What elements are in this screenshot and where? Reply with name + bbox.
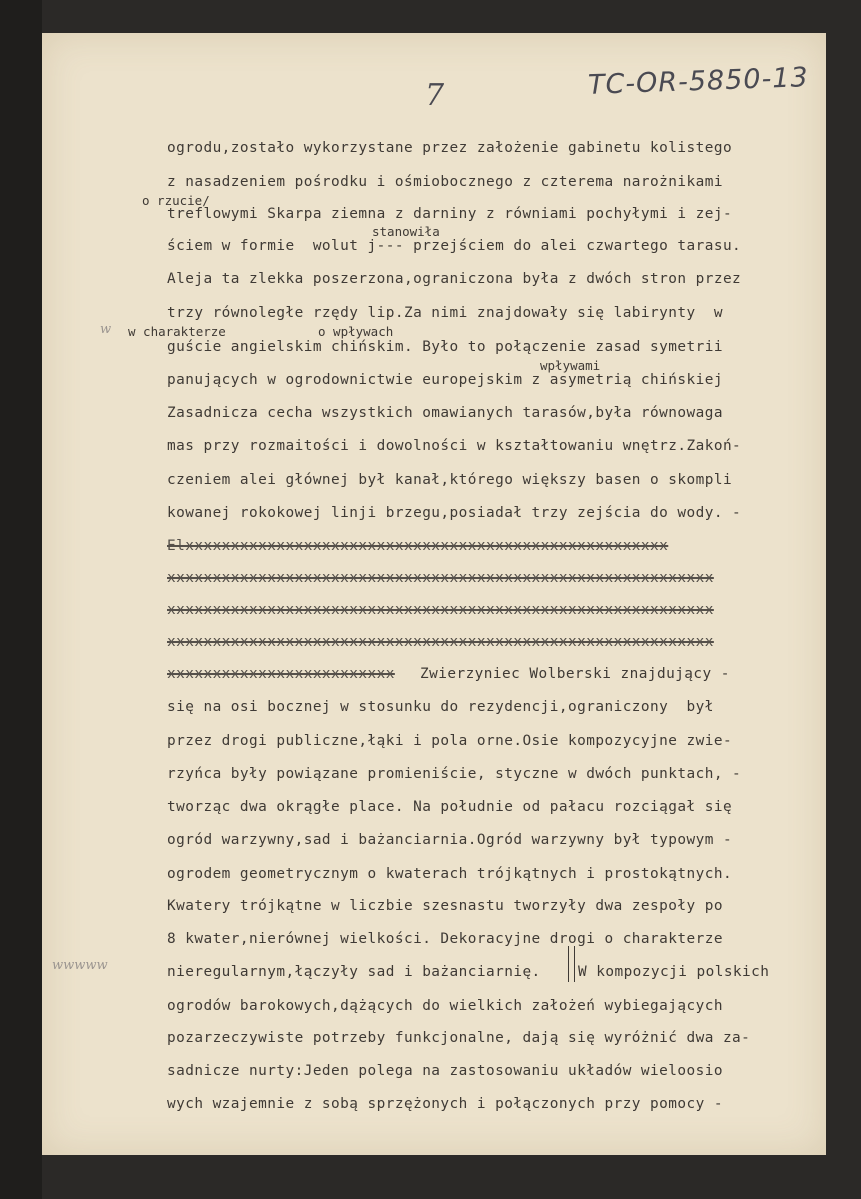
text-line: mas przy rozmaitości i dowolności w kształtowaniu wnętrz.Zakoń- [167,438,742,454]
text-line: przez drogi publiczne,łąki i pola orne.Osie kompozycyjne zwie- [167,733,733,749]
text-line: treflowymi Skarpa ziemna z darniny z równiami pochyłymi i zej- [167,206,733,222]
handwritten-page-number: 7 [425,78,445,113]
interlinear-insert: o wpływach [318,324,394,339]
text-line: guście angielskim chińskim. Było to połączenie zasad symetrii [167,339,723,355]
struck-line: xxxxxxxxxxxxxxxxxxxxxxxxxxxxxxxxxxxxxxxxxxxxxxxxxxxxxxxxxxxx [167,634,714,650]
scanner-edge [0,0,42,1199]
margin-note: wwwww [52,958,108,973]
margin-note: w [100,322,112,337]
text-line: ogrodu,zostało wykorzystane przez założenie gabinetu kolistego [167,140,733,156]
section-mark [568,946,575,982]
text-line: ogrodem geometrycznym o kwaterach trójkątnych i prostokątnych. [167,866,733,882]
text-line: kowanej rokokowej linji brzegu,posiadał trzy zejścia do wody. - [167,505,742,521]
struck-line: Elxxxxxxxxxxxxxxxxxxxxxxxxxxxxxxxxxxxxxxxxxxxxxxxxxxxxx [167,538,669,554]
text-line: wych wzajemnie z sobą sprzężonych i połączonych przy pomocy - [167,1096,723,1112]
text-line: panujących w ogrodownictwie europejskim z asymetrią chińskiej [167,372,723,388]
text-line: Zwierzyniec Wolberski znajdujący - [420,666,730,682]
text-line: ściem w formie wolut j--- przejściem do alei czwartego tarasu. [167,238,742,254]
text-line: sadnicze nurty:Jeden polega na zastosowaniu układów wieloosio [167,1063,723,1079]
text-line: W kompozycji polskich [578,964,770,980]
handwritten-archive-code: TC-OR-5850-13 [587,62,810,101]
text-line: Aleja ta zlekka poszerzona,ograniczona była z dwóch stron przez [167,271,742,287]
text-line: Kwatery trójkątne w liczbie szesnastu tworzyły dwa zespoły po [167,898,723,914]
text-line: tworząc dwa okrągłe place. Na południe od pałacu rozciągał się [167,799,733,815]
text-line: z nasadzeniem pośrodku i ośmiobocznego z czterema narożnikami [167,174,723,190]
text-line: ogrodów barokowych,dążących do wielkich założeń wybiegających [167,998,723,1014]
interlinear-insert: w charakterze [128,324,226,339]
struck-line: xxxxxxxxxxxxxxxxxxxxxxxxx [167,666,395,682]
text-line: nieregularnym,łączyły sad i bażanciarnię. [167,964,541,980]
text-line: trzy równoległe rzędy lip.Za nimi znajdowały się labirynty w [167,305,723,321]
text-line: 8 kwater,nierównej wielkości. Dekoracyjne drogi o charakterze [167,931,723,947]
interlinear-insert: wpływami [540,358,601,373]
text-line: czeniem alei głównej był kanał,którego większy basen o skompli [167,472,733,488]
text-line: ogród warzywny,sad i bażanciarnia.Ogród warzywny był typowym - [167,832,733,848]
text-line: Zasadnicza cecha wszystkich omawianych tarasów,była równowaga [167,405,723,421]
struck-line: xxxxxxxxxxxxxxxxxxxxxxxxxxxxxxxxxxxxxxxxxxxxxxxxxxxxxxxxxxxx [167,602,714,618]
text-line: pozarzeczywiste potrzeby funkcjonalne, dają się wyróżnić dwa za- [167,1030,751,1046]
struck-line: xxxxxxxxxxxxxxxxxxxxxxxxxxxxxxxxxxxxxxxxxxxxxxxxxxxxxxxxxxxx [167,570,714,586]
interlinear-insert: stanowiła [372,224,440,239]
interlinear-insert: o rzucie/ [142,193,210,208]
text-line: się na osi bocznej w stosunku do rezydencji,ograniczony był [167,699,714,715]
text-line: rzyńca były powiązane promieniście, styczne w dwóch punktach, - [167,766,742,782]
